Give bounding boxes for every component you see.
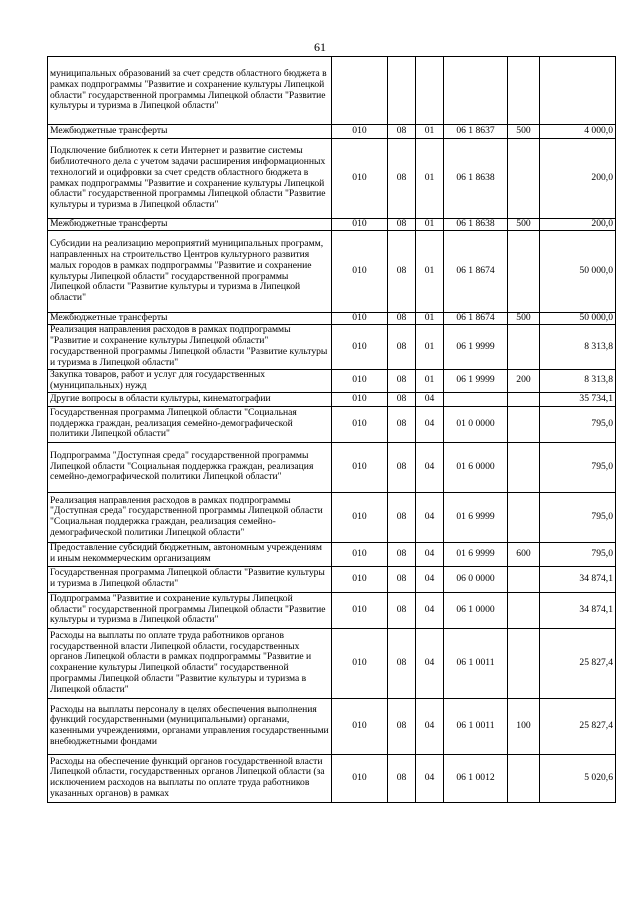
cell-expense-type <box>508 566 540 592</box>
cell-ministry-code: 010 <box>332 592 388 628</box>
cell-expense-type <box>508 139 540 219</box>
cell-name: Расходы на выплаты по оплате труда работников органов государственной власти Липецкой области, государственных органов Липецкой области в рамках подпрограммы "Развитие и сохранение культуры Липецкой области" государственной программы Липецкой области "Развитие культуры и туризма в Липецкой области" <box>48 628 332 698</box>
page-number: 61 <box>314 40 326 54</box>
cell-section-code <box>388 57 416 125</box>
cell-target-article: 06 1 9999 <box>444 325 508 370</box>
cell-amount: 25 827,4 <box>540 698 616 754</box>
table-row <box>48 139 616 219</box>
cell-amount: 795,0 <box>540 406 616 442</box>
cell-target-article: 06 1 8674 <box>444 313 508 325</box>
cell-expense-type <box>508 231 540 313</box>
cell-ministry-code: 010 <box>332 442 388 492</box>
table-row <box>48 392 616 406</box>
cell-subsection-code: 04 <box>416 492 444 542</box>
cell-amount: 50 000,0 <box>540 231 616 313</box>
cell-subsection-code: 04 <box>416 754 444 802</box>
cell-target-article: 01 6 9999 <box>444 542 508 566</box>
cell-subsection-code: 04 <box>416 628 444 698</box>
table-row <box>48 219 616 231</box>
cell-subsection-code: 04 <box>416 392 444 406</box>
cell-ministry-code <box>332 57 388 125</box>
cell-target-article: 06 1 0011 <box>444 628 508 698</box>
cell-amount: 34 874,1 <box>540 592 616 628</box>
cell-section-code: 08 <box>388 698 416 754</box>
cell-section-code: 08 <box>388 370 416 393</box>
cell-expense-type <box>508 442 540 492</box>
cell-target-article <box>444 392 508 406</box>
cell-expense-type <box>508 492 540 542</box>
cell-subsection-code: 01 <box>416 325 444 370</box>
table-row <box>48 698 616 754</box>
cell-section-code: 08 <box>388 313 416 325</box>
table-row <box>48 592 616 628</box>
cell-name: Расходы на выплаты персоналу в целях обеспечения выполнения функций государственными (муниципальными) органами, казенными учреждениями, органами управления государственными внебюджетными фондами <box>48 698 332 754</box>
cell-expense-type <box>508 754 540 802</box>
cell-ministry-code: 010 <box>332 231 388 313</box>
cell-target-article: 01 6 9999 <box>444 492 508 542</box>
cell-section-code: 08 <box>388 592 416 628</box>
cell-target-article: 06 1 0000 <box>444 592 508 628</box>
cell-name: Закупка товаров, работ и услуг для государственных (муниципальных) нужд <box>48 370 332 393</box>
table-row <box>48 231 616 313</box>
cell-section-code: 08 <box>388 628 416 698</box>
cell-expense-type: 600 <box>508 542 540 566</box>
cell-expense-type <box>508 628 540 698</box>
cell-ministry-code: 010 <box>332 370 388 393</box>
cell-ministry-code: 010 <box>332 219 388 231</box>
table-row <box>48 57 616 125</box>
cell-target-article: 06 1 0012 <box>444 754 508 802</box>
cell-name: Реализация направления расходов в рамках подпрограммы "Доступная среда" государственной программы Липецкой области "Социальная поддержка граждан, реализация семейно-демографической политики Липецкой области" <box>48 492 332 542</box>
cell-ministry-code: 010 <box>332 628 388 698</box>
cell-ministry-code: 010 <box>332 139 388 219</box>
cell-section-code: 08 <box>388 325 416 370</box>
cell-ministry-code: 010 <box>332 542 388 566</box>
cell-ministry-code: 010 <box>332 313 388 325</box>
cell-section-code: 08 <box>388 492 416 542</box>
cell-target-article: 06 1 8638 <box>444 139 508 219</box>
cell-ministry-code: 010 <box>332 125 388 139</box>
cell-name: Межбюджетные трансферты <box>48 313 332 325</box>
table-row <box>48 492 616 542</box>
cell-subsection-code: 04 <box>416 406 444 442</box>
cell-name: Межбюджетные трансферты <box>48 219 332 231</box>
cell-amount: 795,0 <box>540 542 616 566</box>
cell-expense-type: 500 <box>508 125 540 139</box>
table-row <box>48 754 616 802</box>
table-row <box>48 628 616 698</box>
cell-amount: 5 020,6 <box>540 754 616 802</box>
table-row <box>48 542 616 566</box>
cell-section-code: 08 <box>388 566 416 592</box>
cell-target-article <box>444 57 508 125</box>
cell-amount: 8 313,8 <box>540 325 616 370</box>
cell-amount: 795,0 <box>540 442 616 492</box>
cell-target-article: 01 6 0000 <box>444 442 508 492</box>
table-row <box>48 370 616 393</box>
cell-subsection-code: 01 <box>416 231 444 313</box>
cell-amount: 25 827,4 <box>540 628 616 698</box>
cell-subsection-code: 04 <box>416 592 444 628</box>
cell-target-article: 06 1 0011 <box>444 698 508 754</box>
cell-amount: 34 874,1 <box>540 566 616 592</box>
cell-ministry-code: 010 <box>332 754 388 802</box>
cell-section-code: 08 <box>388 442 416 492</box>
cell-name: Межбюджетные трансферты <box>48 125 332 139</box>
cell-expense-type: 500 <box>508 219 540 231</box>
table-row <box>48 406 616 442</box>
cell-name: Реализация направления расходов в рамках подпрограммы "Развитие и сохранение культуры Липецкой области" государственной программы Липецкой области "Развитие культуры и туризма в Липецкой области" <box>48 325 332 370</box>
cell-section-code: 08 <box>388 231 416 313</box>
cell-expense-type <box>508 392 540 406</box>
cell-target-article: 06 1 8674 <box>444 231 508 313</box>
cell-expense-type <box>508 592 540 628</box>
cell-subsection-code: 04 <box>416 566 444 592</box>
cell-expense-type: 500 <box>508 313 540 325</box>
cell-ministry-code: 010 <box>332 492 388 542</box>
cell-amount <box>540 57 616 125</box>
cell-expense-type <box>508 406 540 442</box>
cell-name: Подключение библиотек к сети Интернет и развитие системы библиотечного дела с учетом задачи расширения информационных технологий и оцифровки за счет средств областного бюджета в рамках подпрограммы "Развитие и сохранение культуры Липецкой области" государственной программы Липецкой области "Развитие культуры и туризма в Липецкой области" <box>48 139 332 219</box>
cell-amount: 35 734,1 <box>540 392 616 406</box>
cell-expense-type <box>508 325 540 370</box>
cell-section-code: 08 <box>388 392 416 406</box>
cell-section-code: 08 <box>388 125 416 139</box>
table-row <box>48 442 616 492</box>
table-row <box>48 313 616 325</box>
cell-ministry-code: 010 <box>332 406 388 442</box>
cell-subsection-code: 04 <box>416 442 444 492</box>
cell-amount: 8 313,8 <box>540 370 616 393</box>
cell-target-article: 06 0 0000 <box>444 566 508 592</box>
cell-target-article: 01 0 0000 <box>444 406 508 442</box>
cell-name: Государственная программа Липецкой области "Развитие культуры и туризма в Липецкой области" <box>48 566 332 592</box>
budget-table <box>47 56 616 803</box>
cell-ministry-code: 010 <box>332 566 388 592</box>
cell-target-article: 06 1 9999 <box>444 370 508 393</box>
table-row <box>48 566 616 592</box>
cell-ministry-code: 010 <box>332 325 388 370</box>
cell-subsection-code: 01 <box>416 125 444 139</box>
cell-name: Подпрограмма "Доступная среда" государственной программы Липецкой области "Социальная поддержка граждан, реализация семейно-демографической политики Липецкой области" <box>48 442 332 492</box>
cell-amount: 50 000,0 <box>540 313 616 325</box>
cell-ministry-code: 010 <box>332 392 388 406</box>
cell-name: Подпрограмма "Развитие и сохранение культуры Липецкой области" государственной программы Липецкой области "Развитие культуры и туризма в Липецкой области" <box>48 592 332 628</box>
cell-subsection-code: 01 <box>416 219 444 231</box>
cell-section-code: 08 <box>388 406 416 442</box>
cell-amount: 795,0 <box>540 492 616 542</box>
cell-name: муниципальных образований за счет средств областного бюджета в рамках подпрограммы "Развитие и сохранение культуры Липецкой области" государственной программы Липецкой области "Развитие культуры и туризма в Липецкой области" <box>48 57 332 125</box>
cell-name: Субсидии на реализацию мероприятий муниципальных программ, направленных на строительство Центров культурного развития малых городов в рамках подпрограммы "Развитие и сохранение культуры Липецкой области" государственной программы Липецкой области "Развитие культуры и туризма в Липецкой области" <box>48 231 332 313</box>
cell-name: Расходы на обеспечение функций органов государственной власти Липецкой области, государственных органов Липецкой области (за исключением расходов на выплаты по оплате труда работников указанных органов) в рамках <box>48 754 332 802</box>
cell-name: Государственная программа Липецкой области "Социальная поддержка граждан, реализация семейно-демографической политики Липецкой области" <box>48 406 332 442</box>
table-row <box>48 325 616 370</box>
cell-name: Предоставление субсидий бюджетным, автономным учреждениям и иным некоммерческим организациям <box>48 542 332 566</box>
cell-section-code: 08 <box>388 219 416 231</box>
cell-section-code: 08 <box>388 754 416 802</box>
cell-amount: 4 000,0 <box>540 125 616 139</box>
cell-amount: 200,0 <box>540 219 616 231</box>
cell-subsection-code: 01 <box>416 313 444 325</box>
cell-subsection-code: 01 <box>416 139 444 219</box>
table-row <box>48 125 616 139</box>
cell-expense-type: 200 <box>508 370 540 393</box>
cell-expense-type: 100 <box>508 698 540 754</box>
cell-subsection-code: 04 <box>416 698 444 754</box>
cell-name: Другие вопросы в области культуры, кинематографии <box>48 392 332 406</box>
cell-target-article: 06 1 8638 <box>444 219 508 231</box>
cell-subsection-code <box>416 57 444 125</box>
cell-section-code: 08 <box>388 139 416 219</box>
cell-section-code: 08 <box>388 542 416 566</box>
cell-ministry-code: 010 <box>332 698 388 754</box>
cell-expense-type <box>508 57 540 125</box>
cell-target-article: 06 1 8637 <box>444 125 508 139</box>
cell-subsection-code: 01 <box>416 370 444 393</box>
cell-amount: 200,0 <box>540 139 616 219</box>
cell-subsection-code: 04 <box>416 542 444 566</box>
